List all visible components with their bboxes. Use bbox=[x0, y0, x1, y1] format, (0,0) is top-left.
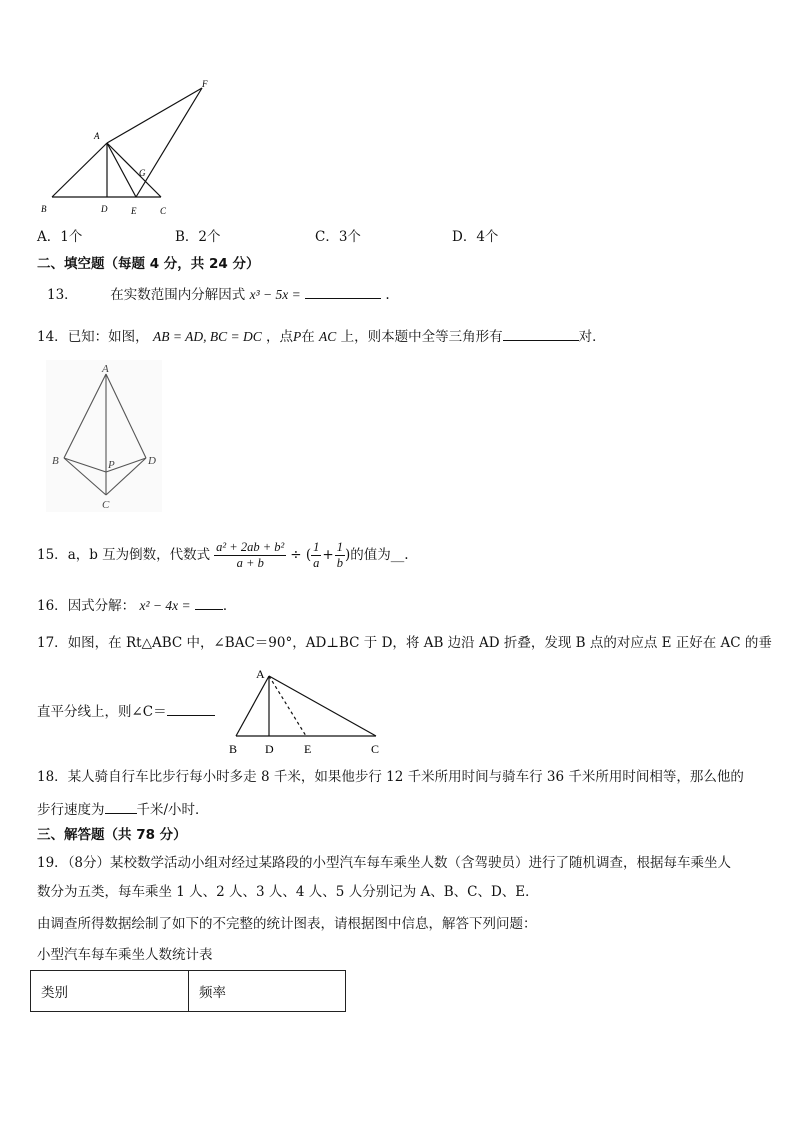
fig12-label-f: F bbox=[202, 79, 208, 89]
fig17-label-a: A bbox=[256, 667, 265, 681]
q16-answer-blank[interactable] bbox=[195, 597, 223, 610]
fig17-label-b: B bbox=[229, 742, 238, 756]
fig14-label-p: P bbox=[108, 459, 115, 471]
fig17-label-c: C bbox=[371, 742, 380, 756]
q14-text-c: 在 bbox=[301, 329, 315, 345]
fig12-label-c: C bbox=[160, 206, 167, 216]
q15-plus: + bbox=[322, 547, 334, 563]
q17-text-line2: 直平分线上，则∠C＝ bbox=[37, 704, 167, 720]
q15-text: a，b 互为倒数，代数式 bbox=[67, 547, 211, 563]
question-15 bbox=[37, 535, 409, 575]
q14-segment-ac: AC bbox=[319, 329, 337, 344]
q15-fraction bbox=[214, 540, 286, 571]
q18-text-line2b: 千米/小时． bbox=[136, 802, 209, 818]
table-title: 小型汽车每车乘坐人数统计表 bbox=[37, 947, 213, 963]
fig14-label-a: A bbox=[102, 363, 109, 375]
q18-text-line2a: 步行速度为 bbox=[37, 802, 105, 818]
fig12-label-e: E bbox=[131, 206, 137, 216]
table-header-frequency: 频率 bbox=[189, 971, 346, 1012]
q14-point-p: P bbox=[293, 329, 302, 344]
q15-division: ÷ ( bbox=[290, 547, 312, 563]
q14-number: 14． bbox=[37, 329, 68, 345]
q15-one-over-b bbox=[335, 540, 345, 571]
table-header-category: 类别 bbox=[31, 971, 189, 1012]
fig12-label-g: G bbox=[139, 168, 146, 178]
q15-close: ) bbox=[344, 547, 351, 563]
q14-text-a: 已知：如图， bbox=[67, 329, 149, 345]
choice-b: B．2个 bbox=[175, 229, 221, 245]
q16-text: 因式分解： bbox=[67, 598, 136, 614]
q14-answer-blank[interactable] bbox=[503, 328, 579, 341]
question-17-line2 bbox=[37, 703, 215, 721]
q17-text-line1: 如图，在 Rt△ABC 中，∠BAC＝90°，AD⊥BC 于 D，将 AB 边沿 AD 折叠，发现 B 点的对应点 E 正好在 AC 的垂 bbox=[67, 635, 772, 651]
question-13 bbox=[47, 286, 390, 304]
q17-answer-blank[interactable] bbox=[167, 703, 215, 716]
q19-text-line1: （8分）某校数学活动小组对经过某路段的小型汽车每车乘坐人数（含驾驶员）进行了随机调查，根据每车乘坐人 bbox=[67, 855, 732, 871]
q16-end: ． bbox=[222, 598, 237, 614]
figure-q14 bbox=[46, 360, 162, 512]
choice-c: C．3个 bbox=[315, 229, 361, 245]
q16-expr: x² − 4x = bbox=[139, 598, 191, 613]
q15-one-over-a bbox=[311, 540, 321, 571]
choice-a: A．1个 bbox=[37, 229, 83, 245]
section-heading-fill-blank: 二、填空题（每题 4 分，共 24 分） bbox=[37, 256, 260, 272]
q16-number: 16． bbox=[37, 598, 68, 614]
q19-number: 19． bbox=[37, 855, 68, 871]
q15-one-over-a-den: a bbox=[313, 555, 320, 570]
table-header-row bbox=[31, 971, 346, 1012]
question-16 bbox=[37, 597, 236, 615]
q15-number: 15． bbox=[37, 547, 68, 563]
fig14-label-c: C bbox=[102, 499, 110, 511]
q17-number: 17． bbox=[37, 635, 68, 651]
fig12-label-a: A bbox=[94, 131, 100, 141]
question-14 bbox=[37, 328, 606, 346]
fig12-label-b: B bbox=[41, 204, 47, 214]
q14-condition: AB = AD, BC = DC bbox=[152, 329, 262, 344]
fig12-label-d: D bbox=[101, 204, 108, 214]
q13-answer-blank[interactable] bbox=[305, 286, 381, 299]
question-19-line1 bbox=[37, 854, 731, 872]
fig14-label-d: D bbox=[148, 455, 156, 467]
q14-end: 对． bbox=[578, 329, 606, 345]
q18-text-line1: 某人骑自行车比步行每小时多走 8 千米，如果他步行 12 千米所用时间与骑车行 36 千米所用时间相等，那么他的 bbox=[67, 769, 744, 785]
question-17-line1 bbox=[37, 634, 772, 652]
fig17-label-d: D bbox=[265, 742, 274, 756]
question-18-line2 bbox=[37, 801, 209, 819]
q13-number: 13． bbox=[47, 287, 78, 303]
q13-expr: x³ − 5x = bbox=[249, 287, 301, 302]
q18-number: 18． bbox=[37, 769, 68, 785]
fig17-label-e: E bbox=[304, 742, 312, 756]
q13-text: 在实数范围内分解因式 bbox=[110, 287, 246, 303]
q15-one-over-b-den: b bbox=[336, 555, 343, 570]
q13-end: . bbox=[385, 287, 390, 303]
q15-fraction-denominator: a + b bbox=[236, 555, 264, 570]
q14-text-d: 上，则本题中全等三角形有 bbox=[340, 329, 503, 345]
figure-q17 bbox=[226, 664, 390, 759]
q18-answer-blank[interactable] bbox=[105, 801, 137, 814]
q15-one-over-b-num: 1 bbox=[336, 539, 343, 554]
stat-table bbox=[30, 970, 346, 1012]
fig14-label-b: B bbox=[52, 455, 59, 467]
q15-one-over-a-num: 1 bbox=[313, 539, 320, 554]
question-18-line1 bbox=[37, 768, 744, 786]
q15-fraction-numerator: a² + 2ab + b² bbox=[216, 539, 285, 554]
question-19-line2: 数分为五类，每车乘坐 1 人、2 人、3 人、4 人、5 人分别记为 A、B、C、D、E． bbox=[37, 884, 539, 900]
figure-q12 bbox=[36, 76, 226, 221]
question-19-line3: 由调查所得数据绘制了如下的不完整的统计图表，请根据图中信息，解答下列问题： bbox=[37, 916, 537, 932]
choice-d: D．4个 bbox=[452, 229, 499, 245]
section-heading-solve: 三、解答题（共 78 分） bbox=[37, 827, 187, 843]
q14-text-b: ，点 bbox=[266, 329, 293, 345]
q15-tail: 的值为__. bbox=[350, 547, 409, 563]
